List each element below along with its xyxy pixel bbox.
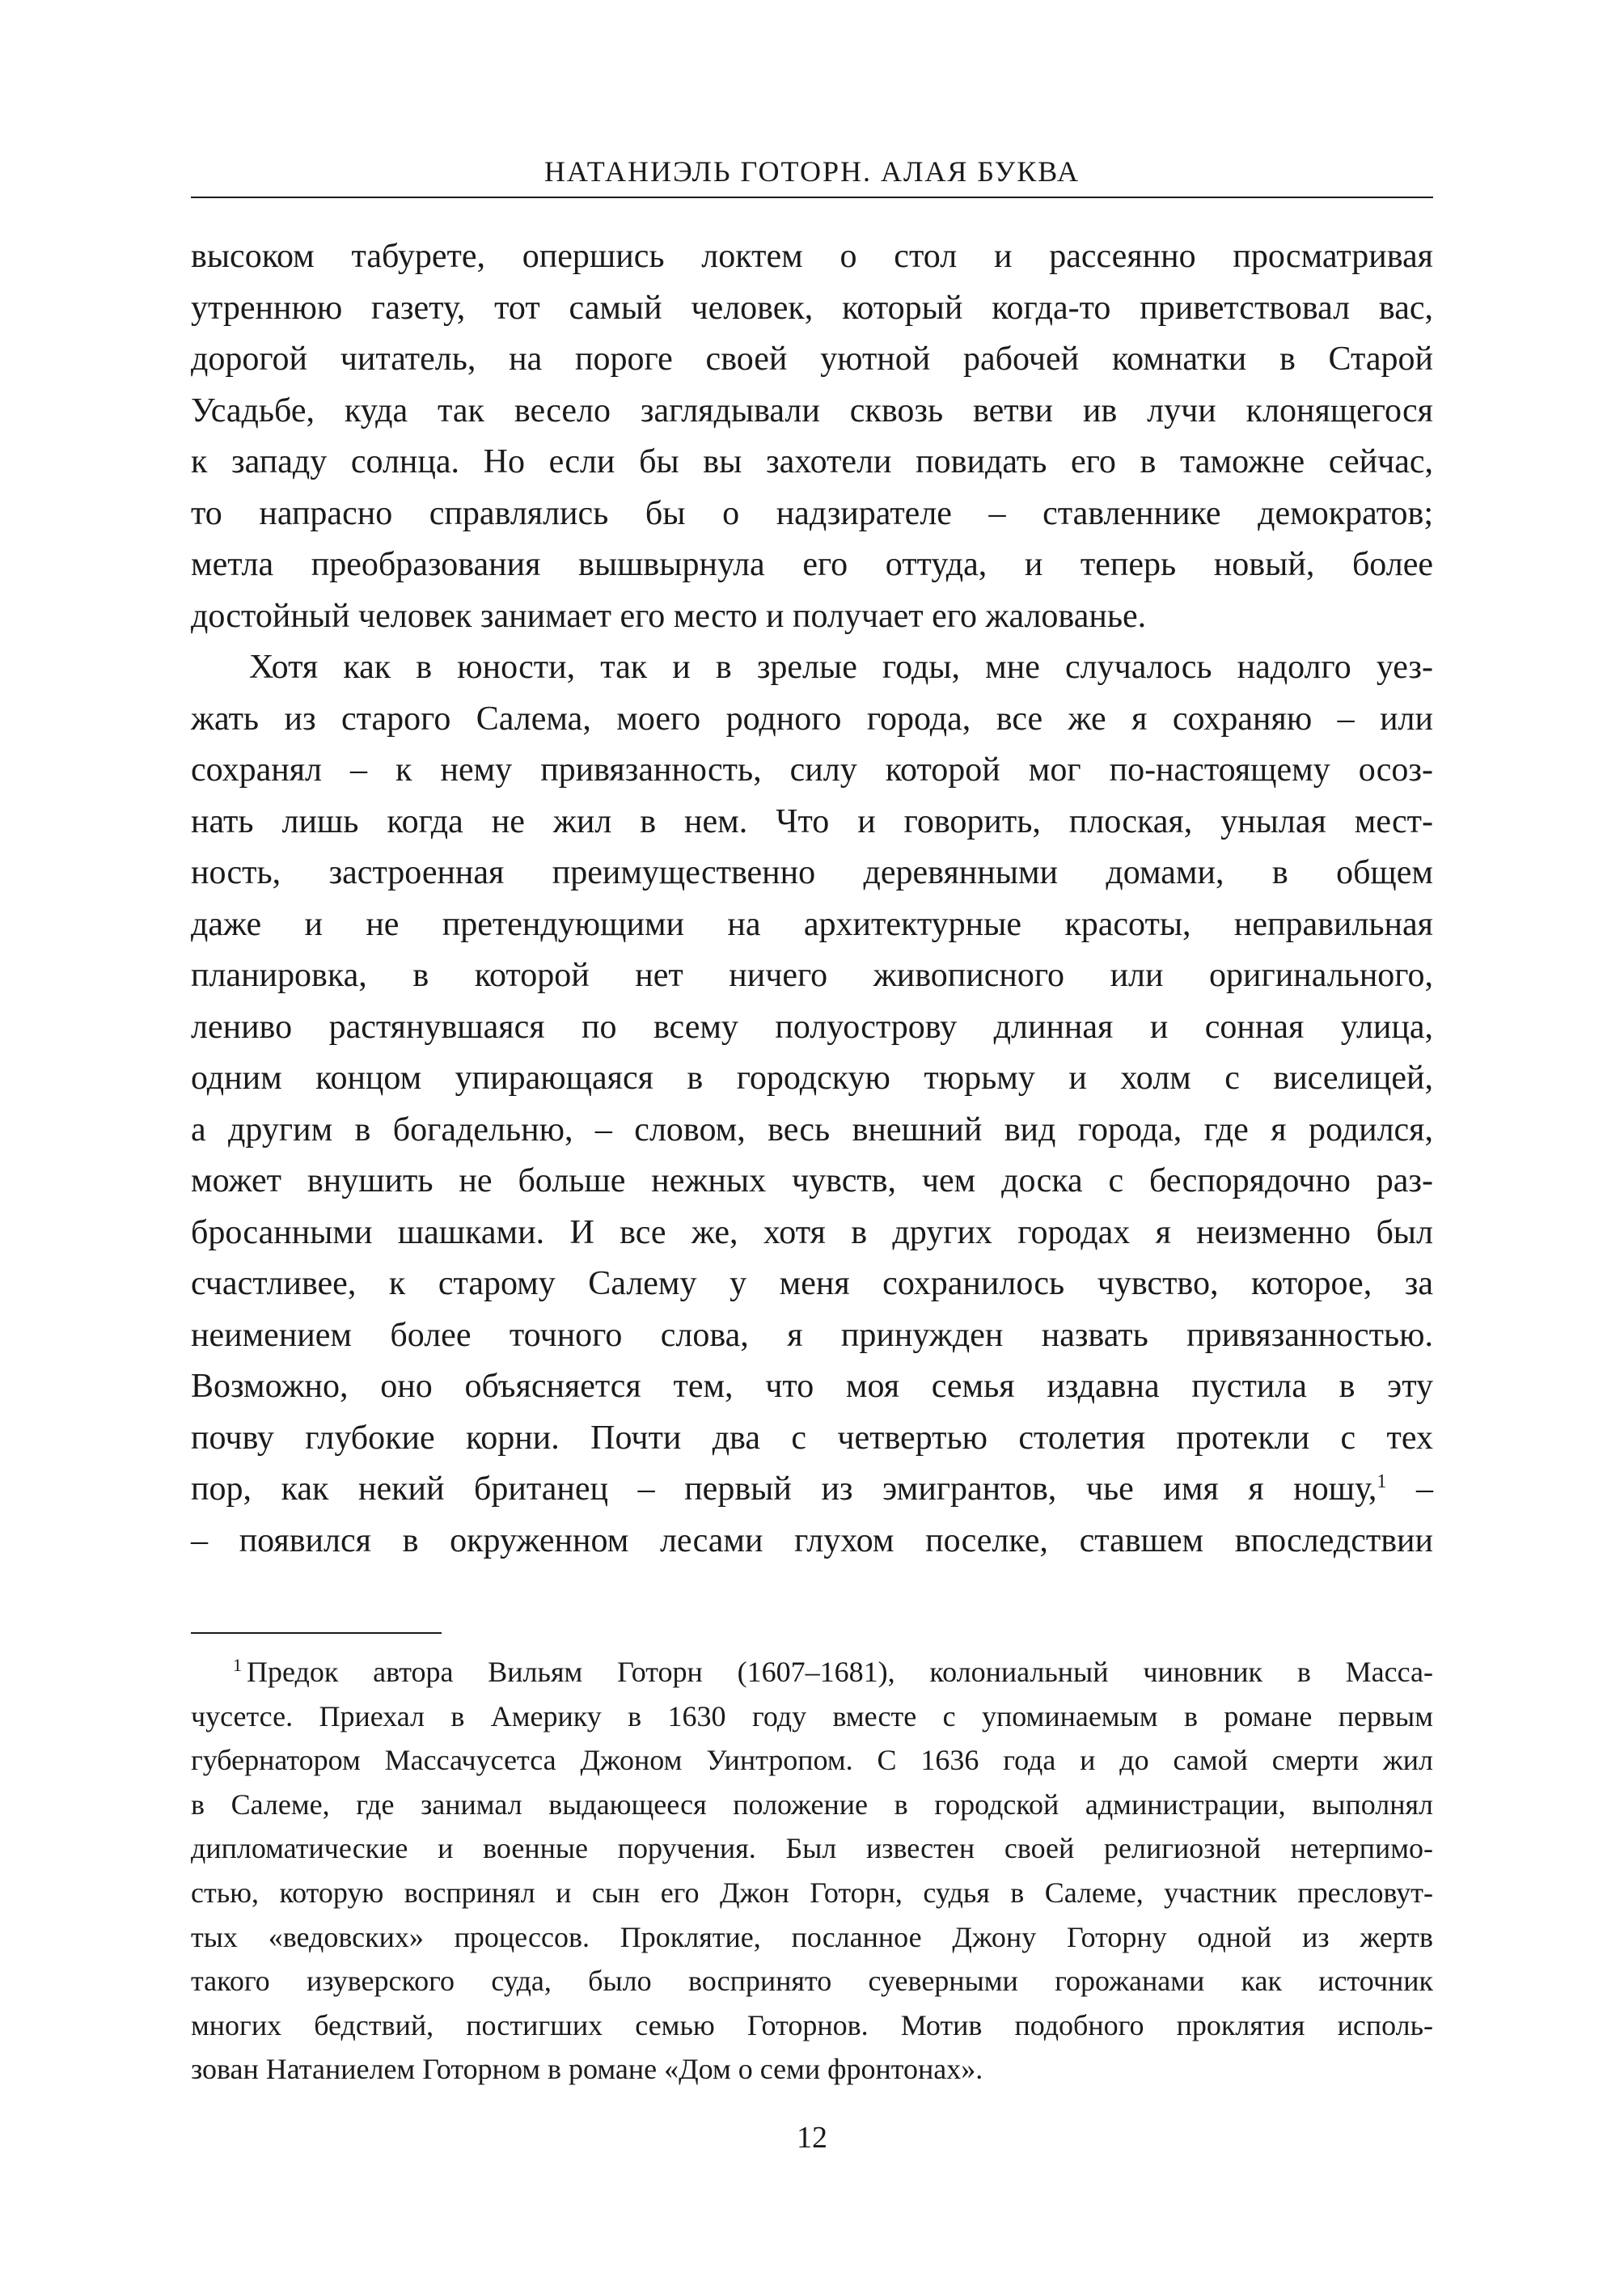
text-line: а другим в богадельню, – словом, весь внешний вид города, где я родился, [191,1111,1433,1149]
body-text [191,231,1433,1567]
text-line: Усадьбе, куда так весело заглядывали сквозь ветви ив лучи клонящегося [191,391,1433,429]
footnote-reference[interactable]: 1 [1377,1471,1387,1492]
footnote-line: в Салеме, где занимал выдающееся положение в городской администрации, выполнял [191,1787,1433,1821]
text-line: неимением более точного слова, я принужден назвать привязанностью. [191,1316,1433,1354]
text-line: сохранял – к нему привязанность, силу которой мог по-настоящему осоз- [191,751,1433,789]
text-line: то напрасно справлялись бы о надзирателе – ставленнике демократов; [191,494,1433,532]
text-line: счастливее, к старому Салему у меня сохранилось чувство, которое, за [191,1265,1433,1302]
text-line: к западу солнца. Но если бы вы захотели повидать его в таможне сейчас, [191,443,1433,480]
text-line-fragment: пор, как некий британец – первый из эмигрантов, чье имя я ношу, [191,1470,1377,1508]
footnote-line [191,1650,1433,1694]
footnote-line: такого изуверского суда, было воспринято суеверными горожанами как источник [191,1965,1433,1998]
footnote-rule [191,1632,442,1634]
text-line: может внушить не больше нежных чувств, чем доска с беспорядочно раз- [191,1162,1433,1199]
footnote [191,1650,1433,2092]
footnote-line: губернатором Массачусетса Джоном Уинтропом. С 1636 года и до самой смерти жил [191,1744,1433,1777]
page-number: 12 [797,2121,827,2155]
running-head: НАТАНИЭЛЬ ГОТОРН. АЛАЯ БУКВА [543,155,1081,188]
text-line: лениво растянувшаяся по всему полуострову длинная и сонная улица, [191,1008,1433,1046]
text-line: жать из старого Салема, моего родного города, все же я сохраняю – или [191,700,1433,738]
text-line: даже и не претендующими на архитектурные красоты, неправильная [191,905,1433,943]
footnote-marker: 1 [233,1655,242,1675]
text-line: достойный человек занимает его место и получает его жалованье. [191,597,1147,635]
footnote-line-text: Предок автора Вильям Готорн (1607–1681), колониальный чиновник в Масса- [247,1656,1433,1688]
text-line: почву глубокие корни. Почти два с четвертью столетия протекли с тех [191,1419,1433,1457]
text-line: высоком табурете, опершись локтем о стол и рассеянно просматривая [191,238,1433,275]
text-line-fragment: – [1386,1470,1434,1508]
text-line: дорогой читатель, на пороге своей уютной рабочей комнатки в Старой [191,341,1433,378]
text-line: одним концом упирающаяся в городскую тюрьму и холм с виселицей, [191,1060,1433,1097]
header-rule [191,197,1433,198]
text-line: утреннюю газету, тот самый человек, который когда-то приветствовал вас, [191,289,1433,327]
footnote-line: зован Натаниелем Готорном в романе «Дом о семи фронтонах». [191,2053,983,2086]
text-line: ность, застроенная преимущественно деревянными домами, в общем [191,854,1433,891]
text-line: – появился в окруженном лесами глухом поселке, ставшем впоследствии [191,1521,1433,1559]
text-line: Хотя как в юности, так и в зрелые годы, мне случалось надолго уез- [249,649,1433,686]
footnote-line: чусетсе. Приехал в Америку в 1630 году вместе с упоминаемым в романе первым [191,1699,1433,1732]
text-line-with-footnote-ref [191,1464,1433,1516]
footnote-line: дипломатические и военные поручения. Был известен своей религиозной нетерпимо- [191,1832,1433,1865]
footnote-line: стью, которую воспринял и сын его Джон Готорн, судья в Салеме, участник пресловут- [191,1876,1433,1909]
text-line: планировка, в которой нет ничего живописного или оригинального, [191,957,1433,994]
text-line: нать лишь когда не жил в нем. Что и говорить, плоская, унылая мест- [191,802,1433,840]
footnote-line: тых «ведовских» процессов. Проклятие, посланное Джону Готорну одной из жертв [191,1920,1433,1953]
text-line: бросанными шашками. И все же, хотя в других городах я неизменно был [191,1213,1433,1251]
footnote-line: многих бедствий, постигших семью Готорнов. Мотив подобного проклятия исполь- [191,2008,1433,2041]
text-line: метла преобразования вышвырнула его оттуда, и теперь новый, более [191,546,1433,583]
text-line: Возможно, оно объясняется тем, что моя семья издавна пустила в эту [191,1368,1433,1405]
